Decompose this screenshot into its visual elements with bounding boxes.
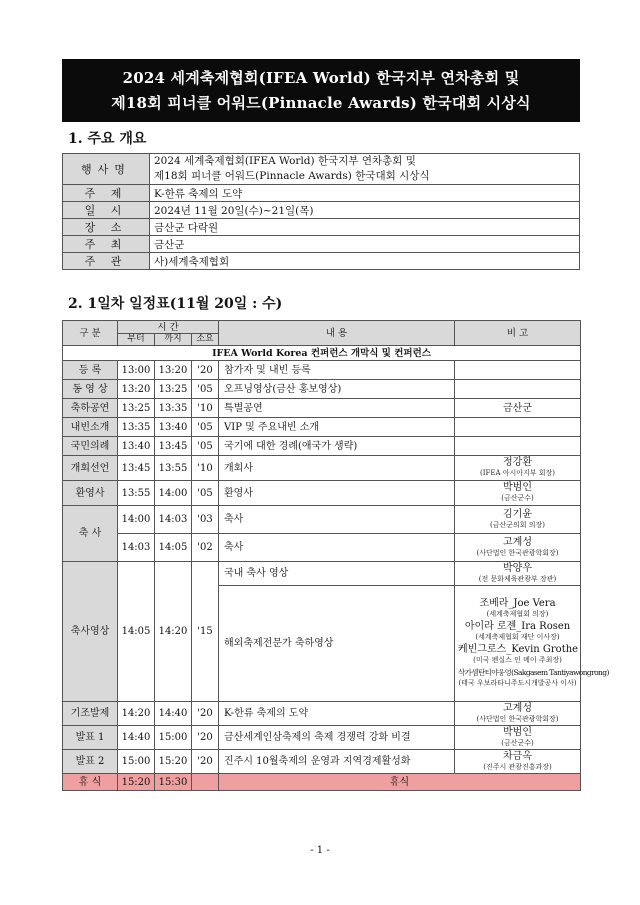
row-to: 14:05 <box>155 534 192 562</box>
overview-row <box>63 219 580 236</box>
row-duration: '05 <box>192 481 219 506</box>
overview-value: 금산군 <box>150 236 580 253</box>
event-name-line-1: 2024 세계축제협회(IFEA World) 한국지부 연차총회 및 <box>154 155 416 167</box>
note-name: 박범인 <box>503 726 532 738</box>
note-role: (진주시 관광진흥과장) <box>483 762 552 771</box>
note-name: 정강환 <box>503 457 532 468</box>
row-from: 14:40 <box>118 726 155 750</box>
row-note <box>455 726 581 750</box>
row-to: 14:20 <box>155 562 192 702</box>
overview-label: 행사명 <box>63 154 150 185</box>
row-note <box>455 481 581 506</box>
row-category: 휴 식 <box>63 774 118 791</box>
span-title-row <box>63 346 581 361</box>
row-from: 13:55 <box>118 481 155 506</box>
row-duration <box>192 774 219 791</box>
row-to: 14:00 <box>155 481 192 506</box>
row-category: 발표 1 <box>63 726 118 750</box>
row-note <box>455 562 581 586</box>
row-content: 오프닝영상(금산 홍보영상) <box>219 380 455 399</box>
row-duration: '15 <box>192 562 219 702</box>
row-category: 기조발제 <box>63 702 118 726</box>
row-duration: '05 <box>192 437 219 456</box>
note-name: 아이라 로젠_Ira Rosen <box>464 621 571 632</box>
row-category: 등 록 <box>63 361 118 380</box>
row-to: 14:40 <box>155 702 192 726</box>
table-row <box>63 418 581 437</box>
table-row <box>63 750 581 774</box>
row-note <box>455 586 609 702</box>
overview-row <box>63 185 580 202</box>
note-role: (금산군수) <box>501 738 534 747</box>
row-content: 금산세계인삼축제의 축제 경쟁력 강화 비결 <box>219 726 455 750</box>
row-content: 축사 <box>219 534 455 562</box>
row-note <box>455 702 581 726</box>
schedule-table <box>62 320 609 791</box>
note-name: 고계성 <box>503 702 532 714</box>
title-banner <box>62 59 580 122</box>
row-from: 13:45 <box>118 456 155 481</box>
page-number: - 1 - <box>310 845 330 856</box>
note-name: 고계성 <box>503 536 532 548</box>
row-from: 14:00 <box>118 506 155 534</box>
row-from: 15:00 <box>118 750 155 774</box>
row-from: 13:20 <box>118 380 155 399</box>
row-note <box>455 418 581 437</box>
table-row-break <box>63 774 581 791</box>
overview-table <box>62 153 580 270</box>
table-row <box>63 702 581 726</box>
row-content: 개회사 <box>219 456 455 481</box>
row-to: 14:03 <box>155 506 192 534</box>
row-content: 환영사 <box>219 481 455 506</box>
table-row <box>63 361 581 380</box>
row-content: 국내 축사 영상 <box>219 562 455 586</box>
overview-row <box>63 154 580 185</box>
table-row <box>63 399 581 418</box>
note-role: (미국 펜실스 인 메이 주최장) <box>473 656 562 664</box>
row-content: VIP 및 주요내빈 소개 <box>219 418 455 437</box>
overview-value: 2024년 11월 20일(수)~21일(목) <box>150 202 580 219</box>
table-row <box>63 506 581 534</box>
row-note <box>455 534 581 562</box>
row-duration: '02 <box>192 534 219 562</box>
row-to: 13:45 <box>155 437 192 456</box>
table-row <box>63 534 581 562</box>
conference-span-title: IFEA World Korea 컨퍼런스 개막식 및 컨퍼런스 <box>63 346 581 361</box>
row-category: 내빈소개 <box>63 418 118 437</box>
row-duration: '20 <box>192 361 219 380</box>
overview-value: K-한류 축제의 도약 <box>150 185 580 202</box>
note-role: (사단법인 한국관광학회장) <box>476 548 559 557</box>
note-role: (세계축제협회 재단 이사장) <box>475 633 560 641</box>
note-role: (금산군수) <box>501 494 534 502</box>
note-role: (금산군의회 의장) <box>490 520 546 529</box>
row-duration: '20 <box>192 726 219 750</box>
row-category: 축 사 <box>63 506 118 562</box>
row-duration: '05 <box>192 380 219 399</box>
overview-value: 사)세계축제협회 <box>150 253 580 270</box>
row-content: 국기에 대한 경례(애국가 생략) <box>219 437 455 456</box>
overview-value: 금산군 다락원 <box>150 219 580 236</box>
row-duration: '10 <box>192 399 219 418</box>
row-content: 참가자 및 내빈 등록 <box>219 361 455 380</box>
row-from: 13:00 <box>118 361 155 380</box>
row-to: 13:20 <box>155 361 192 380</box>
table-row <box>63 380 581 399</box>
overview-row <box>63 253 580 270</box>
note-role: (전 문화체육관광부 장관) <box>478 574 557 583</box>
table-row <box>63 456 581 481</box>
row-from: 13:35 <box>118 418 155 437</box>
table-row <box>63 437 581 456</box>
row-from: 15:20 <box>118 774 155 791</box>
title-line-1: 2024 세계축제협회(IFEA World) 한국지부 연차총회 및 <box>122 68 520 87</box>
row-duration: '20 <box>192 750 219 774</box>
note-name: 조베라_Joe Vera <box>479 598 556 609</box>
row-category: 축하공연 <box>63 399 118 418</box>
overview-label: 주 관 <box>63 253 150 270</box>
header-from: 부터 <box>118 334 155 346</box>
overview-label: 일 시 <box>63 202 150 219</box>
schedule-header-row <box>63 321 581 334</box>
note-name: 박양우 <box>503 562 532 574</box>
row-category: 환영사 <box>63 481 118 506</box>
row-note <box>455 506 581 534</box>
row-category: 발표 2 <box>63 750 118 774</box>
row-from: 13:25 <box>118 399 155 418</box>
row-note: 금산군 <box>455 399 581 418</box>
row-content: 축사 <box>219 506 455 534</box>
row-duration: '10 <box>192 456 219 481</box>
note-name: 박범인 <box>503 482 532 493</box>
header-note: 비 고 <box>455 321 581 346</box>
note-role: (IFEA 아시아지부 회장) <box>479 469 556 477</box>
note-role: (사단법인 한국관광학회장) <box>476 714 559 723</box>
row-from: 13:40 <box>118 437 155 456</box>
row-content: K-한류 축제의 도약 <box>219 702 455 726</box>
row-duration: '05 <box>192 418 219 437</box>
overview-row <box>63 236 580 253</box>
header-time: 시 간 <box>118 321 219 334</box>
note-role: (세계축제협회 의장) <box>486 610 549 618</box>
table-row <box>63 562 581 586</box>
overview-label: 장 소 <box>63 219 150 236</box>
row-content: 해외축제전문가 축하영상 <box>219 586 455 702</box>
overview-label: 주 제 <box>63 185 150 202</box>
section2-heading: 2. 1일차 일정표(11월 20일 : 수) <box>68 296 283 312</box>
row-note <box>455 750 581 774</box>
row-to: 15:30 <box>155 774 192 791</box>
row-to: 15:20 <box>155 750 192 774</box>
note-name: 삭가셈탄티야웅엉(Sakgasem Tantiyawongrong) <box>458 668 609 677</box>
row-content: 휴식 <box>219 774 581 791</box>
row-duration: '03 <box>192 506 219 534</box>
section1-heading: 1. 주요 개요 <box>68 131 147 147</box>
table-row <box>63 726 581 750</box>
row-category: 국민의례 <box>63 437 118 456</box>
overview-value <box>150 154 580 185</box>
row-content: 진주시 10월축제의 운영과 지역경제활성화 <box>219 750 455 774</box>
row-from: 14:20 <box>118 702 155 726</box>
header-category: 구 분 <box>63 321 118 346</box>
row-to: 13:35 <box>155 399 192 418</box>
event-name-line-2: 제18회 피너클 어워드(Pinnacle Awards) 한국대회 시상식 <box>154 170 430 182</box>
row-note <box>455 456 581 481</box>
row-note <box>455 361 581 380</box>
row-category: 축사영상 <box>63 562 118 702</box>
header-to: 까지 <box>155 334 192 346</box>
note-name: 김기윤 <box>503 508 532 520</box>
note-name: 차금옥 <box>503 750 532 762</box>
overview-label: 주 최 <box>63 236 150 253</box>
row-to: 13:25 <box>155 380 192 399</box>
row-note <box>455 437 581 456</box>
row-to: 13:40 <box>155 418 192 437</box>
header-content: 내 용 <box>219 321 455 346</box>
row-category: 개회선언 <box>63 456 118 481</box>
row-note <box>455 380 581 399</box>
row-from: 14:05 <box>118 562 155 702</box>
row-category: 동 영 상 <box>63 380 118 399</box>
row-duration: '20 <box>192 702 219 726</box>
title-line-2: 제18회 피너클 어워드(Pinnacle Awards) 한국대회 시상식 <box>111 93 531 112</box>
row-from: 14:03 <box>118 534 155 562</box>
table-row <box>63 481 581 506</box>
note-name: 케빈그로스_Kevin Grothe <box>458 644 579 655</box>
row-to: 15:00 <box>155 726 192 750</box>
row-content: 특별공연 <box>219 399 455 418</box>
row-to: 13:55 <box>155 456 192 481</box>
header-duration: 소요 <box>192 334 219 346</box>
overview-row <box>63 202 580 219</box>
note-role: (태국 우보라타니주도시개발공사 이사) <box>458 679 577 687</box>
